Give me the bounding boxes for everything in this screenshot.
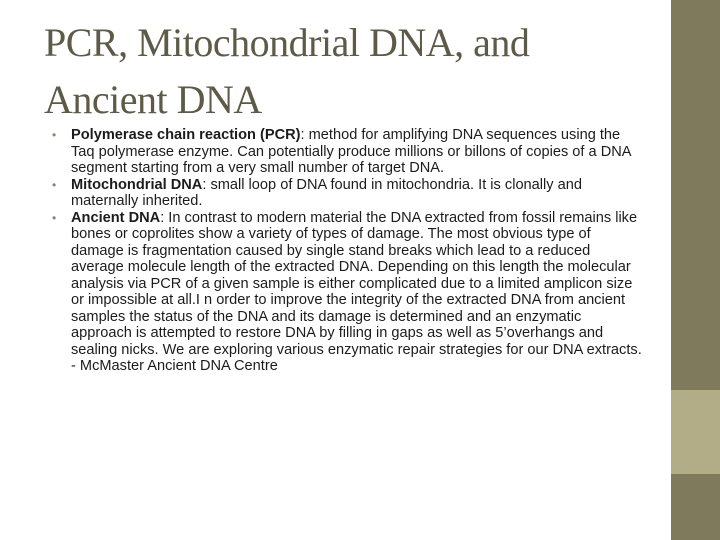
sidebar-decoration-light <box>671 390 720 474</box>
slide-title: PCR, Mitochondrial DNA, and Ancient DNA <box>44 20 530 122</box>
bullet-term: Ancient DNA <box>71 209 161 226</box>
bullet-item-pcr <box>52 127 642 177</box>
bullet-term: Polymerase chain reaction (PCR) <box>71 127 301 143</box>
bullet-item-ancient-dna <box>52 210 642 375</box>
bullet-dot-icon: • <box>52 210 57 225</box>
bullet-dot-icon: • <box>52 128 57 142</box>
bullet-text: : small loop of DNA found in mitochondria. It is clonally and maternally inherited. <box>71 176 582 209</box>
bullet-term: Mitochondrial DNA <box>71 176 203 193</box>
bullet-text: : method for amplifying DNA sequences using the Taq polymerase enzyme. Can potentially produce millions or billons of copies of a DNA segment starting from a very small number of target DNA. <box>71 127 631 176</box>
bullet-list <box>52 127 642 375</box>
bullet-dot-icon: • <box>52 177 57 192</box>
bullet-item-mitochondrial-dna <box>52 177 642 210</box>
bullet-text: : In contrast to modern material the DNA extracted from fossil remains like bones or coprolites show a variety of types of damage. The most obvious type of damage is fragmentation caused by single stand breaks which lead to a reduced average molecule length of the extracted DNA. Depending on this length the molecular analysis via PCR of a given sample is either complicated due to a limited amplicon size or impossible at all.I n order to improve the integrity of the extracted DNA from ancient samples the status of the DNA and its damage is determined and an enzymatic approach is attempted to restore DNA by filling in gaps as well as 5’overhangs and sealing nicks. We are exploring various enzymatic repair strategies for our DNA extracts. - McMaster Ancient DNA Centre <box>71 209 642 374</box>
